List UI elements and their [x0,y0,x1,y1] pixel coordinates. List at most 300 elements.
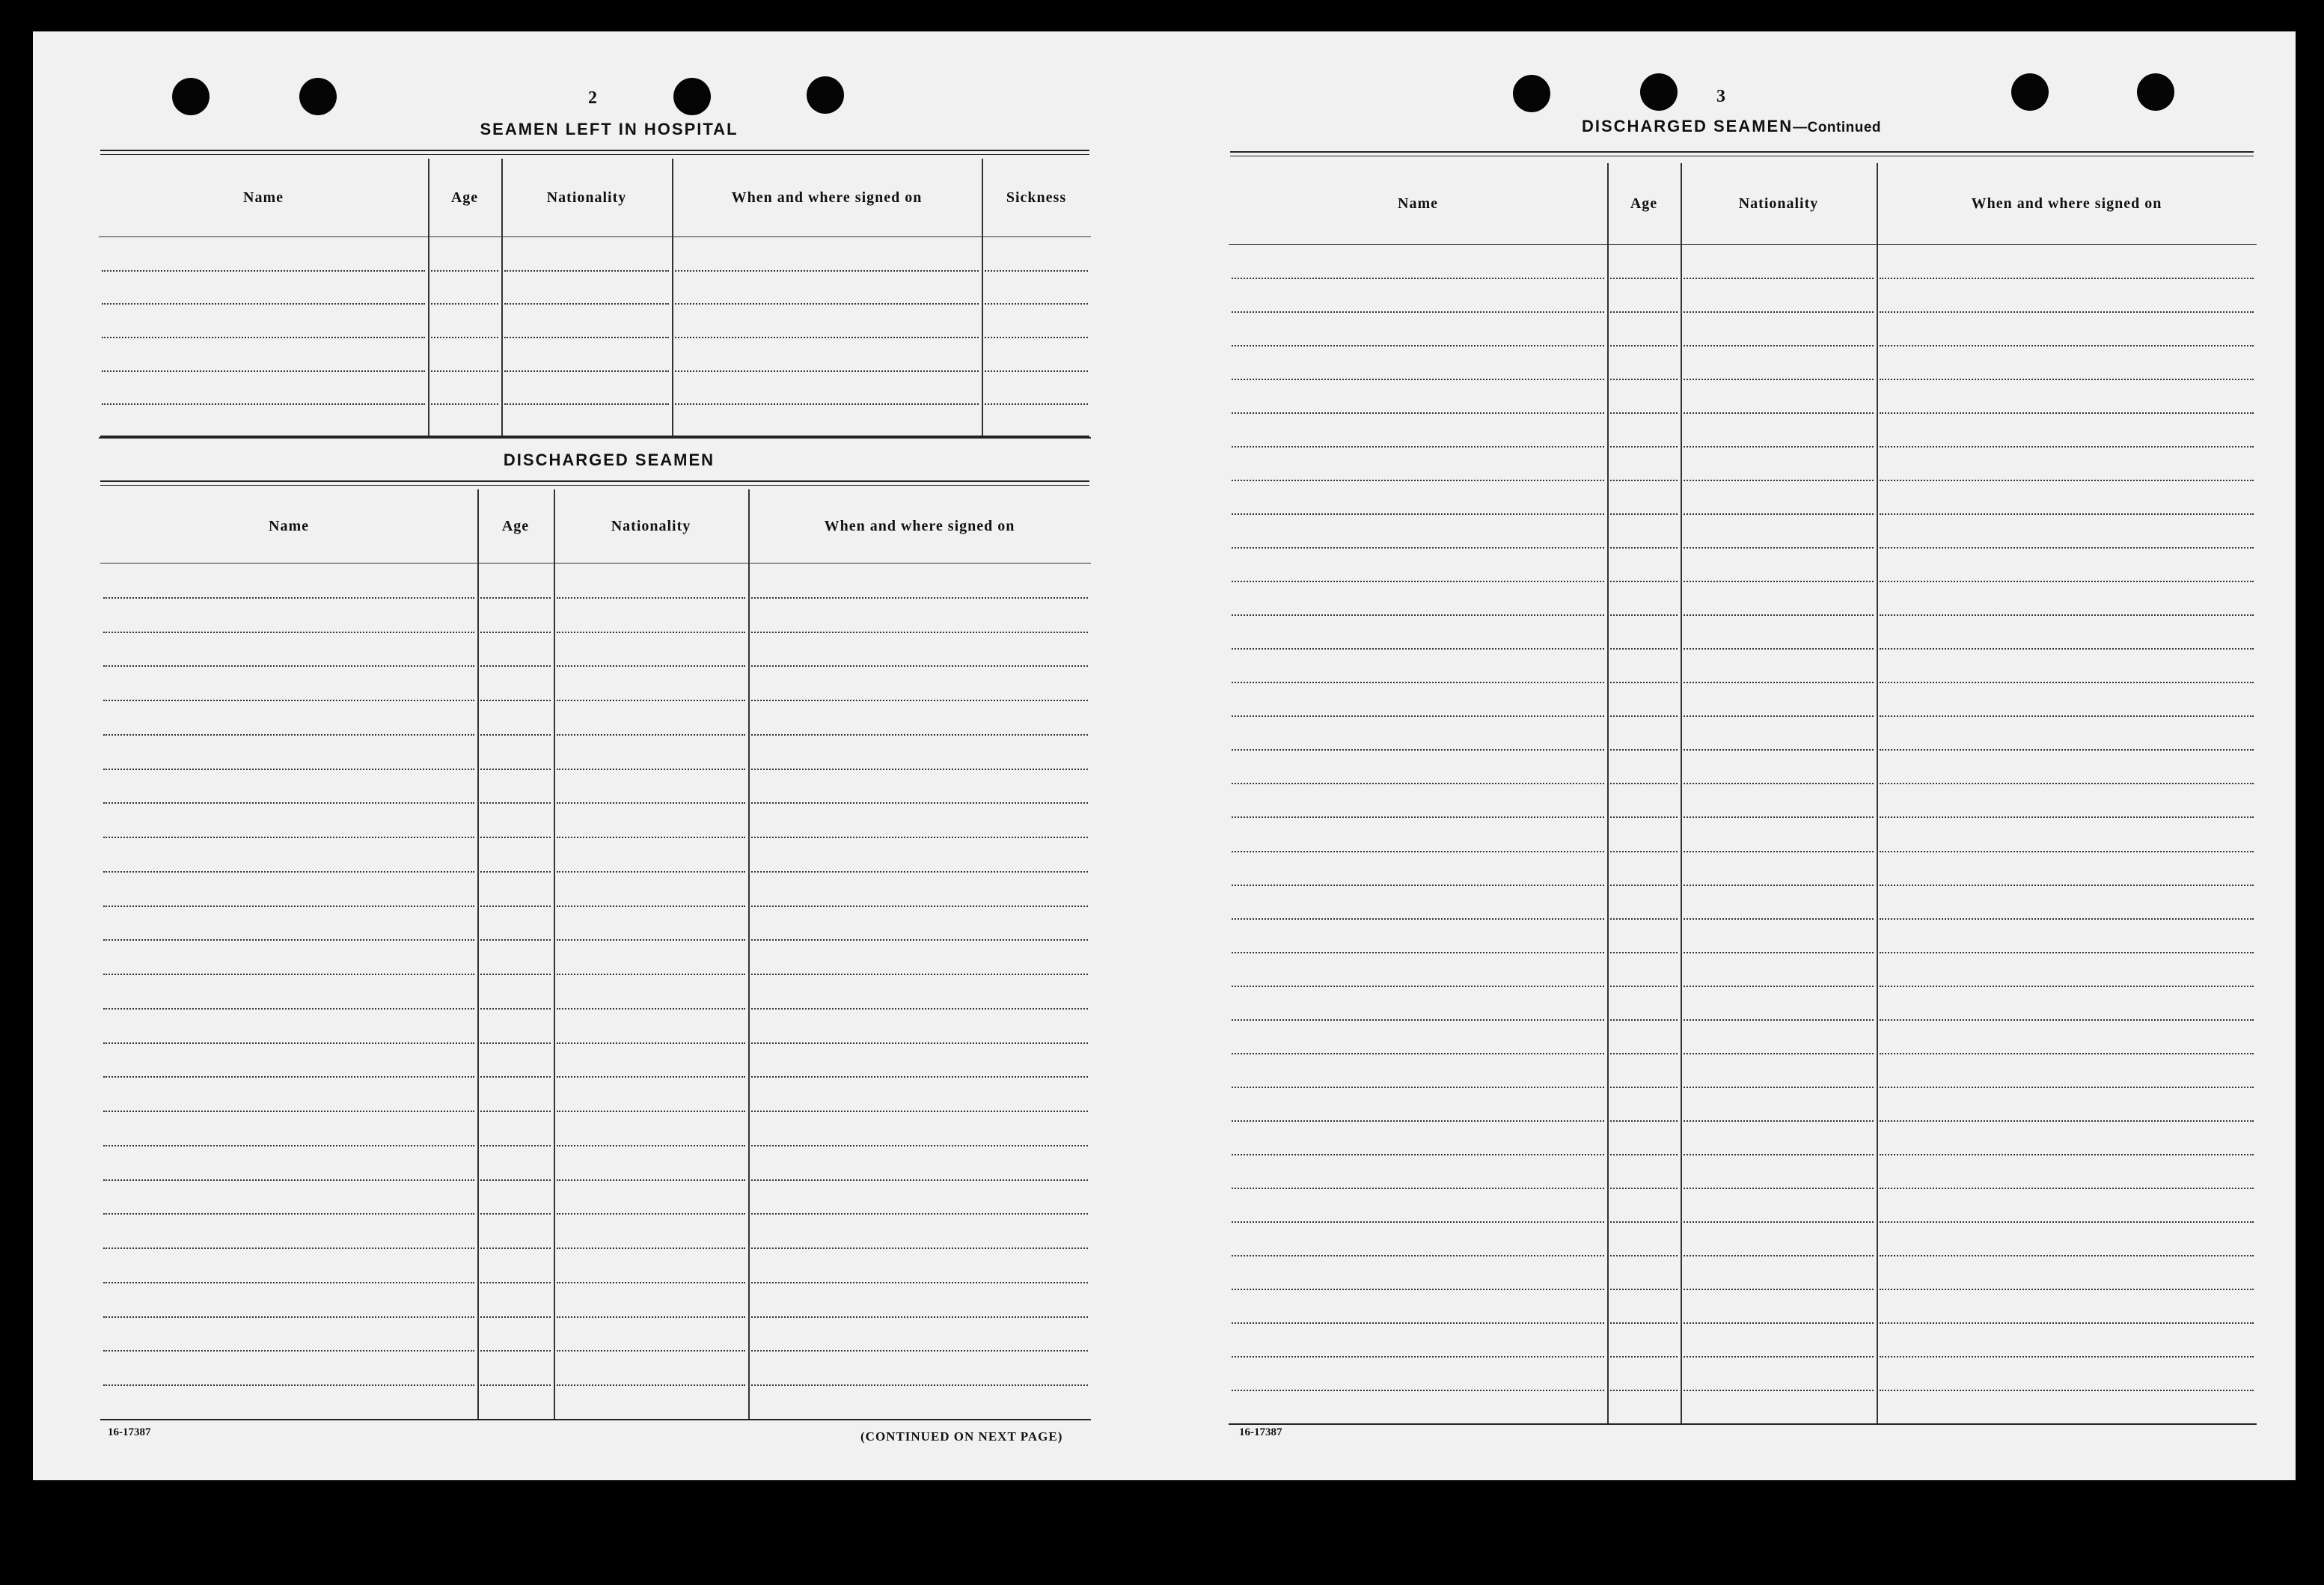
discharged-entry-line[interactable] [103,734,474,736]
right-discharged-entry-line[interactable] [1880,1289,2254,1290]
right-discharged-entry-line[interactable] [1684,816,1874,818]
hospital-entry-line[interactable] [102,270,425,272]
discharged-entry-line[interactable] [103,1213,474,1215]
discharged-entry-line[interactable] [557,700,745,701]
right-discharged-entry-line[interactable] [1684,648,1874,650]
discharged-entry-line[interactable] [557,632,745,633]
hospital-entry-line[interactable] [675,303,979,305]
right-discharged-entry-line[interactable] [1232,851,1604,852]
hospital-entry-line[interactable] [102,337,425,338]
right-discharged-entry-line[interactable] [1610,412,1678,414]
right-discharged-entry-line[interactable] [1232,446,1604,448]
hospital-entry-line[interactable] [985,337,1088,338]
right-discharged-entry-line[interactable] [1880,749,2254,751]
hospital-entry-line[interactable] [431,370,498,372]
right-discharged-entry-line[interactable] [1232,412,1604,414]
right-discharged-entry-line[interactable] [1232,1255,1604,1256]
right-footer-code: 16-17387 [1239,1426,1282,1438]
punch-hole-icon [172,78,210,115]
right-discharged-header-age: Age [1630,195,1658,212]
right-discharged-entry-line[interactable] [1880,412,2254,414]
discharged-entry-line[interactable] [103,802,474,804]
left-page-number: 2 [588,88,597,108]
discharged-header-name: Name [269,517,309,534]
punch-hole-icon [1513,75,1550,112]
right-discharged-entry-line[interactable] [1232,1188,1604,1189]
hospital-entry-line[interactable] [102,303,425,305]
right-discharged-entry-line[interactable] [1610,446,1678,448]
discharged-entry-line[interactable] [480,1350,551,1352]
discharged-entry-line[interactable] [557,1384,745,1386]
right-discharged-header-rule [1229,244,2257,245]
discharged-entry-line[interactable] [751,1316,1088,1318]
right-discharged-entry-line[interactable] [1684,412,1874,414]
hospital-header-rule [99,236,1091,237]
hospital-entry-line[interactable] [431,337,498,338]
discharged-entry-line[interactable] [751,632,1088,633]
discharged-entry-line[interactable] [751,1008,1088,1010]
right-discharged-entry-line[interactable] [1684,480,1874,481]
discharged-entry-line[interactable] [557,1145,745,1146]
discharged-entry-line[interactable] [480,871,551,873]
discharged-entry-line[interactable] [751,802,1088,804]
discharged-entry-line[interactable] [751,769,1088,770]
discharged-entry-line[interactable] [557,1282,745,1283]
right-discharged-entry-line[interactable] [1610,581,1678,582]
discharged-entry-line[interactable] [751,1145,1088,1146]
discharged-entry-line[interactable] [480,1042,551,1044]
discharged-entry-line[interactable] [480,939,551,941]
right-discharged-entry-line[interactable] [1610,1390,1678,1391]
right-discharged-entry-line[interactable] [1880,446,2254,448]
right-discharged-entry-line[interactable] [1880,1390,2254,1391]
discharged-entry-line[interactable] [480,1384,551,1386]
hospital-entry-line[interactable] [102,403,425,405]
right-discharged-entry-line[interactable] [1232,345,1604,346]
discharged-entry-line[interactable] [751,700,1088,701]
right-discharged-entry-line[interactable] [1610,311,1678,313]
right-discharged-header-name: Name [1398,195,1438,212]
discharged-entry-line[interactable] [103,632,474,633]
discharged-entry-line[interactable] [751,665,1088,667]
right-discharged-entry-line[interactable] [1610,851,1678,852]
discharged-entry-line[interactable] [103,1145,474,1146]
discharged-entry-line[interactable] [557,939,745,941]
right-discharged-entry-line[interactable] [1232,311,1604,313]
hospital-entry-line[interactable] [504,370,669,372]
right-discharged-entry-line[interactable] [1880,1356,2254,1358]
discharged-entry-line[interactable] [103,871,474,873]
discharged-table [100,489,1091,1423]
right-discharged-entry-line[interactable] [1880,783,2254,784]
discharged-entry-line[interactable] [557,871,745,873]
right-discharged-entry-line[interactable] [1684,547,1874,549]
discharged-entry-line[interactable] [751,1384,1088,1386]
right-discharged-entry-line[interactable] [1684,345,1874,346]
right-discharged-entry-line[interactable] [1232,547,1604,549]
discharged-entry-line[interactable] [751,1179,1088,1181]
discharged-entry-line[interactable] [751,1247,1088,1249]
discharged-entry-line[interactable] [557,974,745,975]
discharged-header-nationality: Nationality [611,517,691,534]
right-discharged-entry-line[interactable] [1610,918,1678,920]
discharged-entry-line[interactable] [480,1247,551,1249]
continued-section-title-suffix: —Continued [1793,120,1882,135]
hospital-entry-line[interactable] [985,270,1088,272]
hospital-entry-line[interactable] [985,403,1088,405]
right-discharged-entry-line[interactable] [1232,1322,1604,1324]
right-discharged-entry-line[interactable] [1232,480,1604,481]
right-discharged-entry-line[interactable] [1684,1120,1874,1122]
right-discharged-entry-line[interactable] [1610,952,1678,953]
right-discharged-entry-line[interactable] [1610,1255,1678,1256]
discharged-header-when-and-where-signed-on: When and where signed on [824,517,1015,534]
right-discharged-entry-line[interactable] [1610,614,1678,616]
discharged-entry-line[interactable] [480,1076,551,1078]
discharged-entry-line[interactable] [557,769,745,770]
right-discharged-entry-line[interactable] [1880,1087,2254,1088]
hospital-entry-line[interactable] [431,270,498,272]
discharged-entry-line[interactable] [557,1111,745,1112]
right-discharged-entry-line[interactable] [1684,986,1874,987]
discharged-entry-line[interactable] [751,837,1088,838]
discharged-entry-line[interactable] [480,1008,551,1010]
right-discharged-entry-line[interactable] [1880,1154,2254,1155]
right-discharged-entry-line[interactable] [1610,1154,1678,1155]
right-discharged-entry-line[interactable] [1610,1053,1678,1054]
right-discharged-entry-line[interactable] [1232,885,1604,886]
discharged-entry-line[interactable] [103,837,474,838]
right-discharged-entry-line[interactable] [1610,1188,1678,1189]
right-discharged-entry-line[interactable] [1684,918,1874,920]
hospital-header-nationality: Nationality [546,189,627,206]
right-discharged-entry-line[interactable] [1610,480,1678,481]
hospital-entry-line[interactable] [675,403,979,405]
discharged-entry-line[interactable] [480,734,551,736]
discharged-entry-line[interactable] [557,1076,745,1078]
right-discharged-entry-line[interactable] [1610,1322,1678,1324]
right-discharged-entry-line[interactable] [1880,614,2254,616]
discharged-entry-line[interactable] [103,1042,474,1044]
right-discharged-entry-line[interactable] [1232,1356,1604,1358]
right-discharged-entry-line[interactable] [1684,614,1874,616]
discharged-entry-line[interactable] [103,1008,474,1010]
punch-hole-icon [2011,73,2049,111]
right-discharged-entry-line[interactable] [1684,1154,1874,1155]
right-discharged-entry-line[interactable] [1232,581,1604,582]
punch-hole-icon [1640,73,1678,111]
right-discharged-entry-line[interactable] [1684,581,1874,582]
discharged-entry-line[interactable] [103,974,474,975]
hospital-entry-line[interactable] [431,303,498,305]
right-discharged-entry-line[interactable] [1684,1188,1874,1189]
discharged-entry-line[interactable] [103,769,474,770]
hospital-entry-line[interactable] [504,303,669,305]
discharged-entry-line[interactable] [480,837,551,838]
discharged-entry-line[interactable] [480,974,551,975]
discharged-entry-line[interactable] [480,1213,551,1215]
right-discharged-entry-line[interactable] [1610,749,1678,751]
discharged-entry-line[interactable] [480,906,551,907]
hospital-section-title: SEAMEN LEFT IN HOSPITAL [480,120,739,138]
discharged-column-divider [477,489,479,1419]
continued-section-title-main: DISCHARGED SEAMEN [1581,117,1794,135]
right-discharged-entry-line[interactable] [1684,1322,1874,1324]
discharged-entry-line[interactable] [103,665,474,667]
right-discharged-entry-line[interactable] [1684,311,1874,313]
right-discharged-entry-line[interactable] [1880,648,2254,650]
right-discharged-entry-line[interactable] [1684,1221,1874,1223]
hospital-entry-line[interactable] [985,370,1088,372]
hospital-column-divider [501,159,503,437]
right-discharged-entry-line[interactable] [1232,783,1604,784]
discharged-entry-line[interactable] [557,734,745,736]
discharged-entry-line[interactable] [480,1282,551,1283]
right-discharged-entry-line[interactable] [1880,345,2254,346]
discharged-entry-line[interactable] [751,597,1088,599]
discharged-header-age: Age [501,517,530,534]
hospital-entry-line[interactable] [504,337,669,338]
discharged-entry-line[interactable] [103,1247,474,1249]
discharged-entry-line[interactable] [557,1213,745,1215]
right-discharged-entry-line[interactable] [1684,1255,1874,1256]
right-discharged-entry-line[interactable] [1684,1390,1874,1391]
discharged-entry-line[interactable] [480,597,551,599]
discharged-entry-line[interactable] [103,1384,474,1386]
right-discharged-entry-line[interactable] [1684,952,1874,953]
hospital-entry-line[interactable] [675,270,979,272]
right-discharged-entry-line[interactable] [1610,1289,1678,1290]
discharged-entry-line[interactable] [480,1111,551,1112]
right-discharged-entry-line[interactable] [1610,783,1678,784]
discharged-title-rule [100,480,1089,486]
discharged-entry-line[interactable] [480,665,551,667]
hospital-column-divider [428,159,429,437]
right-discharged-entry-line[interactable] [1610,682,1678,683]
right-discharged-entry-line[interactable] [1232,648,1604,650]
right-discharged-entry-line[interactable] [1880,1322,2254,1324]
right-discharged-entry-line[interactable] [1880,1255,2254,1256]
hospital-entry-line[interactable] [985,303,1088,305]
discharged-entry-line[interactable] [751,1111,1088,1112]
hospital-table [99,159,1091,442]
discharged-entry-line[interactable] [557,837,745,838]
right-discharged-entry-line[interactable] [1880,1188,2254,1189]
right-discharged-entry-line[interactable] [1880,311,2254,313]
hospital-entry-line[interactable] [675,370,979,372]
right-discharged-entry-line[interactable] [1684,783,1874,784]
discharged-entry-line[interactable] [557,1350,745,1352]
right-discharged-entry-line[interactable] [1880,480,2254,481]
right-discharged-entry-line[interactable] [1684,1019,1874,1021]
right-discharged-entry-line[interactable] [1232,1390,1604,1391]
right-discharged-entry-line[interactable] [1684,1053,1874,1054]
right-discharged-entry-line[interactable] [1880,918,2254,920]
right-discharged-entry-line[interactable] [1684,513,1874,515]
right-discharged-entry-line[interactable] [1232,513,1604,515]
discharged-entry-line[interactable] [480,769,551,770]
hospital-entry-line[interactable] [675,337,979,338]
right-discharged-entry-line[interactable] [1232,918,1604,920]
right-discharged-entry-line[interactable] [1232,1053,1604,1054]
discharged-entry-line[interactable] [103,1350,474,1352]
right-discharged-entry-line[interactable] [1610,1221,1678,1223]
discharged-entry-line[interactable] [557,1316,745,1318]
right-discharged-entry-line[interactable] [1880,986,2254,987]
right-discharged-entry-line[interactable] [1880,1053,2254,1054]
discharged-entry-line[interactable] [103,939,474,941]
right-discharged-entry-line[interactable] [1684,1087,1874,1088]
right-discharged-entry-line[interactable] [1610,648,1678,650]
right-discharged-entry-line[interactable] [1610,1087,1678,1088]
right-discharged-entry-line[interactable] [1610,547,1678,549]
right-discharged-entry-line[interactable] [1880,1120,2254,1122]
discharged-entry-line[interactable] [480,1179,551,1181]
continued-note: (CONTINUED ON NEXT PAGE) [860,1429,1063,1444]
hospital-entry-line[interactable] [504,403,669,405]
right-discharged-entry-line[interactable] [1610,986,1678,987]
discharged-header-rule [100,563,1091,564]
right-discharged-entry-line[interactable] [1880,379,2254,380]
discharged-entry-line[interactable] [103,1111,474,1112]
right-discharged-entry-line[interactable] [1610,885,1678,886]
right-page-number: 3 [1716,87,1725,106]
discharged-bottom-rule [100,1419,1091,1420]
right-discharged-entry-line[interactable] [1610,278,1678,279]
hospital-header-name: Name [243,189,284,206]
discharged-entry-line[interactable] [751,939,1088,941]
right-discharged-column-divider [1607,163,1609,1423]
discharged-entry-line[interactable] [751,871,1088,873]
right-discharged-entry-line[interactable] [1880,547,2254,549]
right-discharged-entry-line[interactable] [1232,1087,1604,1088]
right-discharged-entry-line[interactable] [1684,749,1874,751]
right-discharged-entry-line[interactable] [1684,1356,1874,1358]
right-discharged-bottom-rule [1229,1423,2257,1425]
right-discharged-header-nationality: Nationality [1738,195,1819,212]
right-discharged-entry-line[interactable] [1232,1019,1604,1021]
right-discharged-entry-line[interactable] [1232,682,1604,683]
right-discharged-entry-line[interactable] [1880,278,2254,279]
right-discharged-entry-line[interactable] [1232,614,1604,616]
right-discharged-table [1229,163,2257,1428]
discharged-entry-line[interactable] [480,1145,551,1146]
right-discharged-entry-line[interactable] [1610,379,1678,380]
right-discharged-entry-line[interactable] [1610,345,1678,346]
left-footer-code: 16-17387 [108,1426,151,1438]
right-discharged-entry-line[interactable] [1880,851,2254,852]
discharged-entry-line[interactable] [557,1008,745,1010]
discharged-entry-line[interactable] [557,1042,745,1044]
discharged-entry-line[interactable] [751,1042,1088,1044]
right-discharged-entry-line[interactable] [1880,581,2254,582]
right-discharged-entry-line[interactable] [1232,749,1604,751]
discharged-entry-line[interactable] [557,1247,745,1249]
hospital-title-rule [100,150,1089,155]
punch-hole-icon [2137,73,2174,111]
hospital-header-sickness: Sickness [1006,189,1067,206]
discharged-entry-line[interactable] [103,1282,474,1283]
punch-hole-icon [299,78,337,115]
punch-hole-icon [807,76,844,114]
right-discharged-entry-line[interactable] [1684,1289,1874,1290]
right-discharged-entry-line[interactable] [1232,379,1604,380]
right-discharged-entry-line[interactable] [1684,446,1874,448]
right-discharged-entry-line[interactable] [1610,1356,1678,1358]
right-discharged-entry-line[interactable] [1684,379,1874,380]
right-discharged-entry-line[interactable] [1880,885,2254,886]
right-discharged-entry-line[interactable] [1880,715,2254,717]
right-discharged-entry-line[interactable] [1232,1154,1604,1155]
discharged-entry-line[interactable] [103,597,474,599]
discharged-entry-line[interactable] [751,906,1088,907]
right-discharged-entry-line[interactable] [1880,1019,2254,1021]
discharged-entry-line[interactable] [751,974,1088,975]
right-discharged-entry-line[interactable] [1880,816,2254,818]
right-discharged-entry-line[interactable] [1880,682,2254,683]
discharged-entry-line[interactable] [480,700,551,701]
right-discharged-entry-line[interactable] [1610,513,1678,515]
discharged-entry-line[interactable] [557,1179,745,1181]
discharged-entry-line[interactable] [480,632,551,633]
discharged-entry-line[interactable] [557,665,745,667]
right-discharged-entry-line[interactable] [1232,278,1604,279]
discharged-entry-line[interactable] [103,906,474,907]
discharged-entry-line[interactable] [480,802,551,804]
right-discharged-entry-line[interactable] [1610,816,1678,818]
right-discharged-entry-line[interactable] [1610,1019,1678,1021]
right-discharged-entry-line[interactable] [1610,1120,1678,1122]
right-discharged-entry-line[interactable] [1684,715,1874,717]
right-discharged-entry-line[interactable] [1684,682,1874,683]
right-discharged-entry-line[interactable] [1880,952,2254,953]
right-discharged-entry-line[interactable] [1232,715,1604,717]
hospital-entry-line[interactable] [431,403,498,405]
discharged-entry-line[interactable] [103,1179,474,1181]
right-discharged-entry-line[interactable] [1880,1221,2254,1223]
discharged-entry-line[interactable] [751,1213,1088,1215]
right-discharged-entry-line[interactable] [1880,513,2254,515]
hospital-column-divider [672,159,673,437]
discharged-entry-line[interactable] [103,1316,474,1318]
discharged-entry-line[interactable] [557,802,745,804]
discharged-entry-line[interactable] [103,1076,474,1078]
hospital-header-age: Age [450,189,479,206]
right-discharged-entry-line[interactable] [1232,1289,1604,1290]
discharged-entry-line[interactable] [751,1076,1088,1078]
discharged-entry-line[interactable] [480,1316,551,1318]
discharged-entry-line[interactable] [557,597,745,599]
continued-section-title [1499,117,1963,136]
discharged-entry-line[interactable] [557,906,745,907]
discharged-entry-line[interactable] [751,1350,1088,1352]
discharged-entry-line[interactable] [751,734,1088,736]
right-discharged-entry-line[interactable] [1684,851,1874,852]
discharged-entry-line[interactable] [103,700,474,701]
hospital-entry-line[interactable] [102,370,425,372]
discharged-entry-line[interactable] [751,1282,1088,1283]
right-discharged-entry-line[interactable] [1684,885,1874,886]
right-discharged-entry-line[interactable] [1232,952,1604,953]
right-discharged-entry-line[interactable] [1232,986,1604,987]
right-discharged-entry-line[interactable] [1232,816,1604,818]
right-discharged-entry-line[interactable] [1684,278,1874,279]
right-discharged-entry-line[interactable] [1232,1221,1604,1223]
punch-hole-icon [673,78,711,115]
right-discharged-entry-line[interactable] [1610,715,1678,717]
hospital-entry-line[interactable] [504,270,669,272]
right-discharged-entry-line[interactable] [1232,1120,1604,1122]
